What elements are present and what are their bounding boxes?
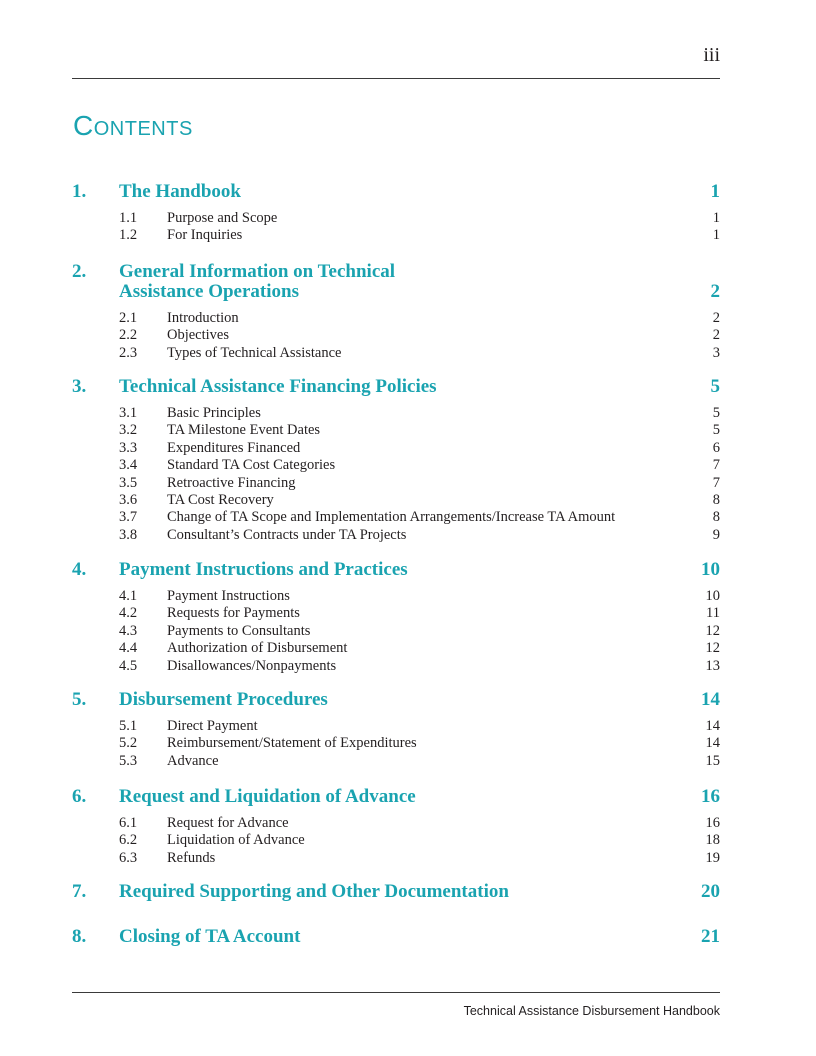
toc-subsection-title: Expenditures Financed — [167, 439, 301, 456]
toc-section-heading[interactable] — [72, 377, 720, 397]
toc-subsection-page: 2 — [712, 327, 720, 344]
toc-section-title-line: Payment Instructions and Practices — [119, 559, 408, 580]
toc-subsection-page: 1 — [712, 210, 720, 226]
toc-subsection-number: 6.1 — [119, 815, 138, 831]
toc-section — [72, 927, 720, 947]
toc-subsection-page: 8 — [712, 509, 720, 526]
toc-subsection-entry[interactable] — [72, 605, 720, 622]
toc-subsection-title: Payments to Consultants — [167, 622, 311, 639]
toc-subsection-page: 5 — [712, 405, 720, 421]
toc-subsection-number: 4.1 — [119, 588, 138, 604]
toc-section — [72, 377, 720, 544]
toc-section-page: 21 — [701, 926, 720, 947]
toc-subsection-entry[interactable] — [72, 850, 720, 867]
toc-subsection-title: Disallowances/Nonpayments — [167, 657, 337, 674]
toc-section-heading[interactable] — [72, 927, 720, 947]
header-rule — [72, 78, 720, 79]
toc-section-title-line: Technical Assistance Financing Policies — [119, 376, 437, 397]
toc-subsection-page: 6 — [712, 439, 720, 456]
toc-section-number: 1. — [72, 181, 87, 202]
toc-section-heading[interactable] — [72, 787, 720, 807]
toc-subsection-title: Retroactive Financing — [167, 474, 296, 491]
toc-subsection-title: Requests for Payments — [167, 605, 300, 622]
toc-section — [72, 560, 720, 675]
toc-subsection-page: 19 — [705, 849, 720, 866]
toc-subsection-page: 12 — [705, 622, 720, 639]
footer-rule — [72, 992, 720, 993]
toc-subsection-entry[interactable] — [72, 509, 720, 526]
toc-subsection-page: 12 — [705, 640, 720, 657]
toc-section-number: 5. — [72, 689, 87, 710]
toc-subsection-entry[interactable] — [72, 658, 720, 675]
toc-subsection-entry[interactable] — [72, 327, 720, 344]
toc-subsection-title: Change of TA Scope and Implementation Arrangements/Increase TA Amount — [167, 509, 616, 526]
toc-section-heading[interactable] — [72, 262, 720, 302]
toc-section-page: 10 — [701, 559, 720, 580]
toc-subsection-number: 3.8 — [119, 526, 138, 543]
toc-subsection-entry[interactable] — [72, 815, 720, 832]
toc-section-number: 6. — [72, 786, 87, 807]
toc-section-page: 2 — [710, 281, 720, 302]
toc-section-number: 8. — [72, 926, 87, 947]
toc-subsection-entry[interactable] — [72, 440, 720, 457]
toc-subsection-number: 4.2 — [119, 605, 138, 622]
toc-subsection-entry[interactable] — [72, 422, 720, 439]
toc-subsection-number: 3.4 — [119, 457, 138, 474]
toc-subsection-title: TA Cost Recovery — [167, 491, 274, 508]
toc-subsection-title: Liquidation of Advance — [167, 832, 305, 849]
toc-subsection-entry[interactable] — [72, 753, 720, 770]
toc-subsection-page: 8 — [712, 491, 720, 508]
toc-subsection-number: 5.2 — [119, 735, 138, 752]
toc-subsection-entry[interactable] — [72, 457, 720, 474]
toc-subsection-page: 16 — [705, 815, 720, 831]
toc-subsection-title: Consultant’s Contracts under TA Projects — [167, 526, 407, 543]
toc-subsection-page: 9 — [712, 526, 720, 543]
toc-subsection-title: Direct Payment — [167, 718, 258, 734]
toc-subsection-number: 3.2 — [119, 422, 138, 439]
toc-subsection-entry[interactable] — [72, 832, 720, 849]
toc-subsection-number: 6.2 — [119, 832, 138, 849]
toc-section — [72, 262, 720, 362]
toc-subsection-entry[interactable] — [72, 210, 720, 227]
toc-subsection-entry[interactable] — [72, 718, 720, 735]
toc-subsection-number: 4.3 — [119, 622, 138, 639]
toc-subsection-title: Advance — [167, 752, 219, 769]
toc-subsection-list — [72, 718, 720, 770]
toc-subsection-page: 11 — [706, 605, 720, 622]
toc-subsection-entry[interactable] — [72, 640, 720, 657]
toc-subsection-number: 6.3 — [119, 849, 138, 866]
page-title: Contents — [73, 110, 193, 141]
toc-subsection-page: 3 — [712, 344, 720, 361]
toc-subsection-title: Payment Instructions — [167, 588, 290, 604]
toc-subsection-entry[interactable] — [72, 588, 720, 605]
toc-section-title-line: Required Supporting and Other Documentation — [119, 881, 509, 902]
toc-subsection-entry[interactable] — [72, 527, 720, 544]
toc-subsection-title: Basic Principles — [167, 405, 261, 421]
footer-book-title: Technical Assistance Disbursement Handbook — [463, 1004, 720, 1018]
toc-subsection-number: 3.3 — [119, 439, 138, 456]
toc-subsection-entry[interactable] — [72, 310, 720, 327]
toc-subsection-page: 10 — [705, 588, 720, 604]
toc-subsection-title: Refunds — [167, 849, 216, 866]
toc-section — [72, 787, 720, 867]
toc-section-page: 1 — [710, 181, 720, 202]
toc-section-page: 14 — [701, 689, 720, 710]
toc-subsection-title: Standard TA Cost Categories — [167, 457, 336, 474]
toc-subsection-number: 3.6 — [119, 491, 138, 508]
toc-subsection-number: 1.2 — [119, 227, 138, 244]
toc-subsection-number: 2.3 — [119, 344, 138, 361]
toc-section-heading[interactable] — [72, 560, 720, 580]
toc-section-number: 4. — [72, 559, 87, 580]
toc-section-title — [119, 377, 639, 397]
toc-subsection-page: 15 — [705, 752, 720, 769]
toc-subsection-entry[interactable] — [72, 623, 720, 640]
toc-section — [72, 182, 720, 245]
toc-subsection-number: 3.7 — [119, 509, 138, 526]
toc-section-heading[interactable] — [72, 690, 720, 710]
toc-section-title-line: The Handbook — [119, 181, 241, 202]
toc-section-page: 16 — [701, 786, 720, 807]
toc-section-heading[interactable] — [72, 182, 720, 202]
toc-subsection-number: 2.2 — [119, 327, 138, 344]
toc-subsection-page: 7 — [712, 457, 720, 474]
toc-section-title — [119, 560, 639, 580]
toc-subsection-entry[interactable] — [72, 735, 720, 752]
toc-subsection-title: Reimbursement/Statement of Expenditures — [167, 735, 417, 752]
toc-subsection-title: Types of Technical Assistance — [167, 344, 342, 361]
toc-section-number: 7. — [72, 881, 87, 902]
toc-section-number: 3. — [72, 376, 87, 397]
toc-subsection-number: 5.3 — [119, 752, 138, 769]
toc-subsection-entry[interactable] — [72, 475, 720, 492]
toc-subsection-page: 5 — [712, 422, 720, 439]
toc-subsection-number: 5.1 — [119, 718, 138, 734]
toc-subsection-page: 1 — [712, 227, 720, 244]
toc-subsection-list — [72, 210, 720, 245]
toc-subsection-number: 1.1 — [119, 210, 138, 226]
toc-subsection-title: Purpose and Scope — [167, 210, 278, 226]
page-number: iii — [703, 44, 720, 66]
toc-section-page: 20 — [701, 881, 720, 902]
toc-section-title-line: Assistance Operations — [119, 281, 299, 302]
toc-section — [72, 690, 720, 770]
toc-subsection-page: 13 — [705, 657, 720, 674]
toc-subsection-entry[interactable] — [72, 492, 720, 509]
toc-subsection-number: 3.5 — [119, 474, 138, 491]
toc-subsection-entry[interactable] — [72, 227, 720, 244]
toc-subsection-page: 14 — [705, 735, 720, 752]
toc-section-title — [119, 787, 639, 807]
toc-subsection-page: 18 — [705, 832, 720, 849]
toc-subsection-title: TA Milestone Event Dates — [167, 422, 321, 439]
toc-subsection-entry[interactable] — [72, 345, 720, 362]
toc-section — [72, 882, 720, 902]
toc-section-title — [119, 182, 639, 202]
toc-subsection-title: Objectives — [167, 327, 230, 344]
toc-section-title-line: Disbursement Procedures — [119, 689, 328, 710]
toc-subsection-title: Authorization of Disbursement — [167, 640, 348, 657]
toc-subsection-list — [72, 310, 720, 362]
toc-subsection-number: 3.1 — [119, 405, 138, 421]
toc-subsection-title: Introduction — [167, 310, 239, 326]
toc-subsection-page: 2 — [712, 310, 720, 326]
toc-section-title-line: General Information on Technical — [119, 261, 396, 282]
toc-subsection-number: 4.5 — [119, 657, 138, 674]
toc-subsection-title: Request for Advance — [167, 815, 289, 831]
toc-subsection-page: 7 — [712, 474, 720, 491]
toc-subsection-list — [72, 588, 720, 675]
toc-subsection-list — [72, 815, 720, 867]
toc-subsection-list — [72, 405, 720, 544]
toc-subsection-page: 14 — [705, 718, 720, 734]
toc-subsection-number: 2.1 — [119, 310, 138, 326]
toc-section-page: 5 — [710, 376, 720, 397]
toc-section-title — [119, 927, 639, 947]
toc-section-heading[interactable] — [72, 882, 720, 902]
toc-section-title-line: Closing of TA Account — [119, 926, 301, 947]
toc-subsection-number: 4.4 — [119, 640, 138, 657]
toc-subsection-title: For Inquiries — [167, 227, 243, 244]
toc-section-title — [119, 690, 639, 710]
toc-section-title-line: Request and Liquidation of Advance — [119, 786, 416, 807]
toc-section-title — [119, 882, 639, 902]
toc-section-title — [119, 262, 639, 302]
toc-section-number: 2. — [72, 261, 87, 282]
toc-subsection-entry[interactable] — [72, 405, 720, 422]
